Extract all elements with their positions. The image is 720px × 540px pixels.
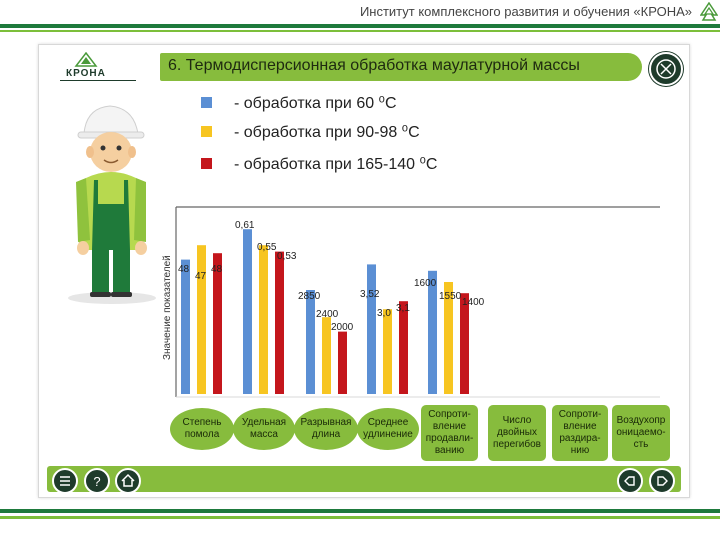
bar-g2-s2 bbox=[259, 245, 268, 394]
next-button[interactable] bbox=[649, 468, 675, 494]
bar-g3-s1 bbox=[306, 290, 315, 394]
category-button-8[interactable]: Воздухопр оницаемо- сть bbox=[612, 405, 670, 461]
bar-g4-s2 bbox=[383, 309, 392, 394]
slide-title: 6. Термодисперсионная обработка маулатурной массы bbox=[168, 57, 580, 74]
legend-label-60: - обработка при 60 ⁰С bbox=[234, 95, 397, 112]
data-label-g2-s2: 0,55 bbox=[257, 242, 277, 253]
data-label-g4-s2: 3,0 bbox=[377, 308, 391, 319]
data-label-g4-s1: 3,52 bbox=[360, 289, 380, 300]
list-button[interactable] bbox=[52, 468, 78, 494]
category-button-5[interactable]: Сопроти- вление продавли- ванию bbox=[421, 405, 478, 461]
data-label-g5-s3: 1400 bbox=[462, 297, 485, 308]
help-button[interactable] bbox=[84, 468, 110, 494]
home-button[interactable] bbox=[115, 468, 141, 494]
category-button-4[interactable]: Среднее удлинение bbox=[357, 408, 419, 450]
bottom-nav-bar bbox=[47, 466, 681, 492]
bar-g5-s3 bbox=[460, 293, 469, 394]
header-title: Институт комплексного развития и обучения «КРОНА» bbox=[359, 4, 692, 19]
data-label-g4-s3: 3,1 bbox=[396, 303, 410, 314]
bar-g2-s3 bbox=[275, 252, 284, 394]
y-axis-label: Значение показателей bbox=[162, 255, 173, 360]
bar-g3-s3 bbox=[338, 332, 347, 394]
category-button-7[interactable]: Сопроти- вление раздира- нию bbox=[552, 405, 608, 461]
svg-text:?: ? bbox=[93, 474, 101, 489]
data-label-g1-s2: 47 bbox=[195, 271, 207, 282]
data-label-g1-s3: 48 bbox=[211, 264, 223, 275]
data-label-g5-s2: 1550 bbox=[439, 291, 462, 302]
help-icon bbox=[86, 470, 108, 492]
category-button-2[interactable]: Удельная масса bbox=[233, 408, 295, 450]
bar-g1-s1 bbox=[181, 260, 190, 394]
list-icon bbox=[54, 470, 76, 492]
data-label-g5-s1: 1600 bbox=[414, 278, 437, 289]
prev-arrow-icon bbox=[619, 470, 641, 492]
data-label-g2-s3: 0,53 bbox=[277, 251, 297, 262]
bar-g1-s2 bbox=[197, 245, 206, 394]
category-button-6[interactable]: Число двойных перегибов bbox=[488, 405, 546, 461]
bar-g2-s1 bbox=[243, 229, 252, 394]
bar-g4-s3 bbox=[399, 301, 408, 394]
data-label-g3-s3: 2000 bbox=[331, 322, 354, 333]
bar-g5-s1 bbox=[428, 271, 437, 394]
bar-g3-s2 bbox=[322, 317, 331, 394]
legend-label-90-98: - обработка при 90-98 ⁰С bbox=[234, 124, 420, 141]
data-label-g2-s1: 0,61 bbox=[235, 220, 255, 231]
data-label-g3-s1: 2850 bbox=[298, 291, 321, 302]
next-arrow-icon bbox=[651, 470, 673, 492]
logo-text: КРОНА bbox=[66, 68, 106, 79]
bar-g4-s1 bbox=[367, 264, 376, 394]
home-icon bbox=[117, 470, 139, 492]
data-label-g3-s2: 2400 bbox=[316, 309, 339, 320]
category-button-3[interactable]: Разрывная длина bbox=[294, 408, 358, 450]
prev-button[interactable] bbox=[617, 468, 643, 494]
data-label-g1-s1: 48 bbox=[178, 264, 190, 275]
category-button-1[interactable]: Степень помола bbox=[170, 408, 234, 450]
legend-label-165-140: - обработка при 165-140 ⁰С bbox=[234, 156, 438, 173]
